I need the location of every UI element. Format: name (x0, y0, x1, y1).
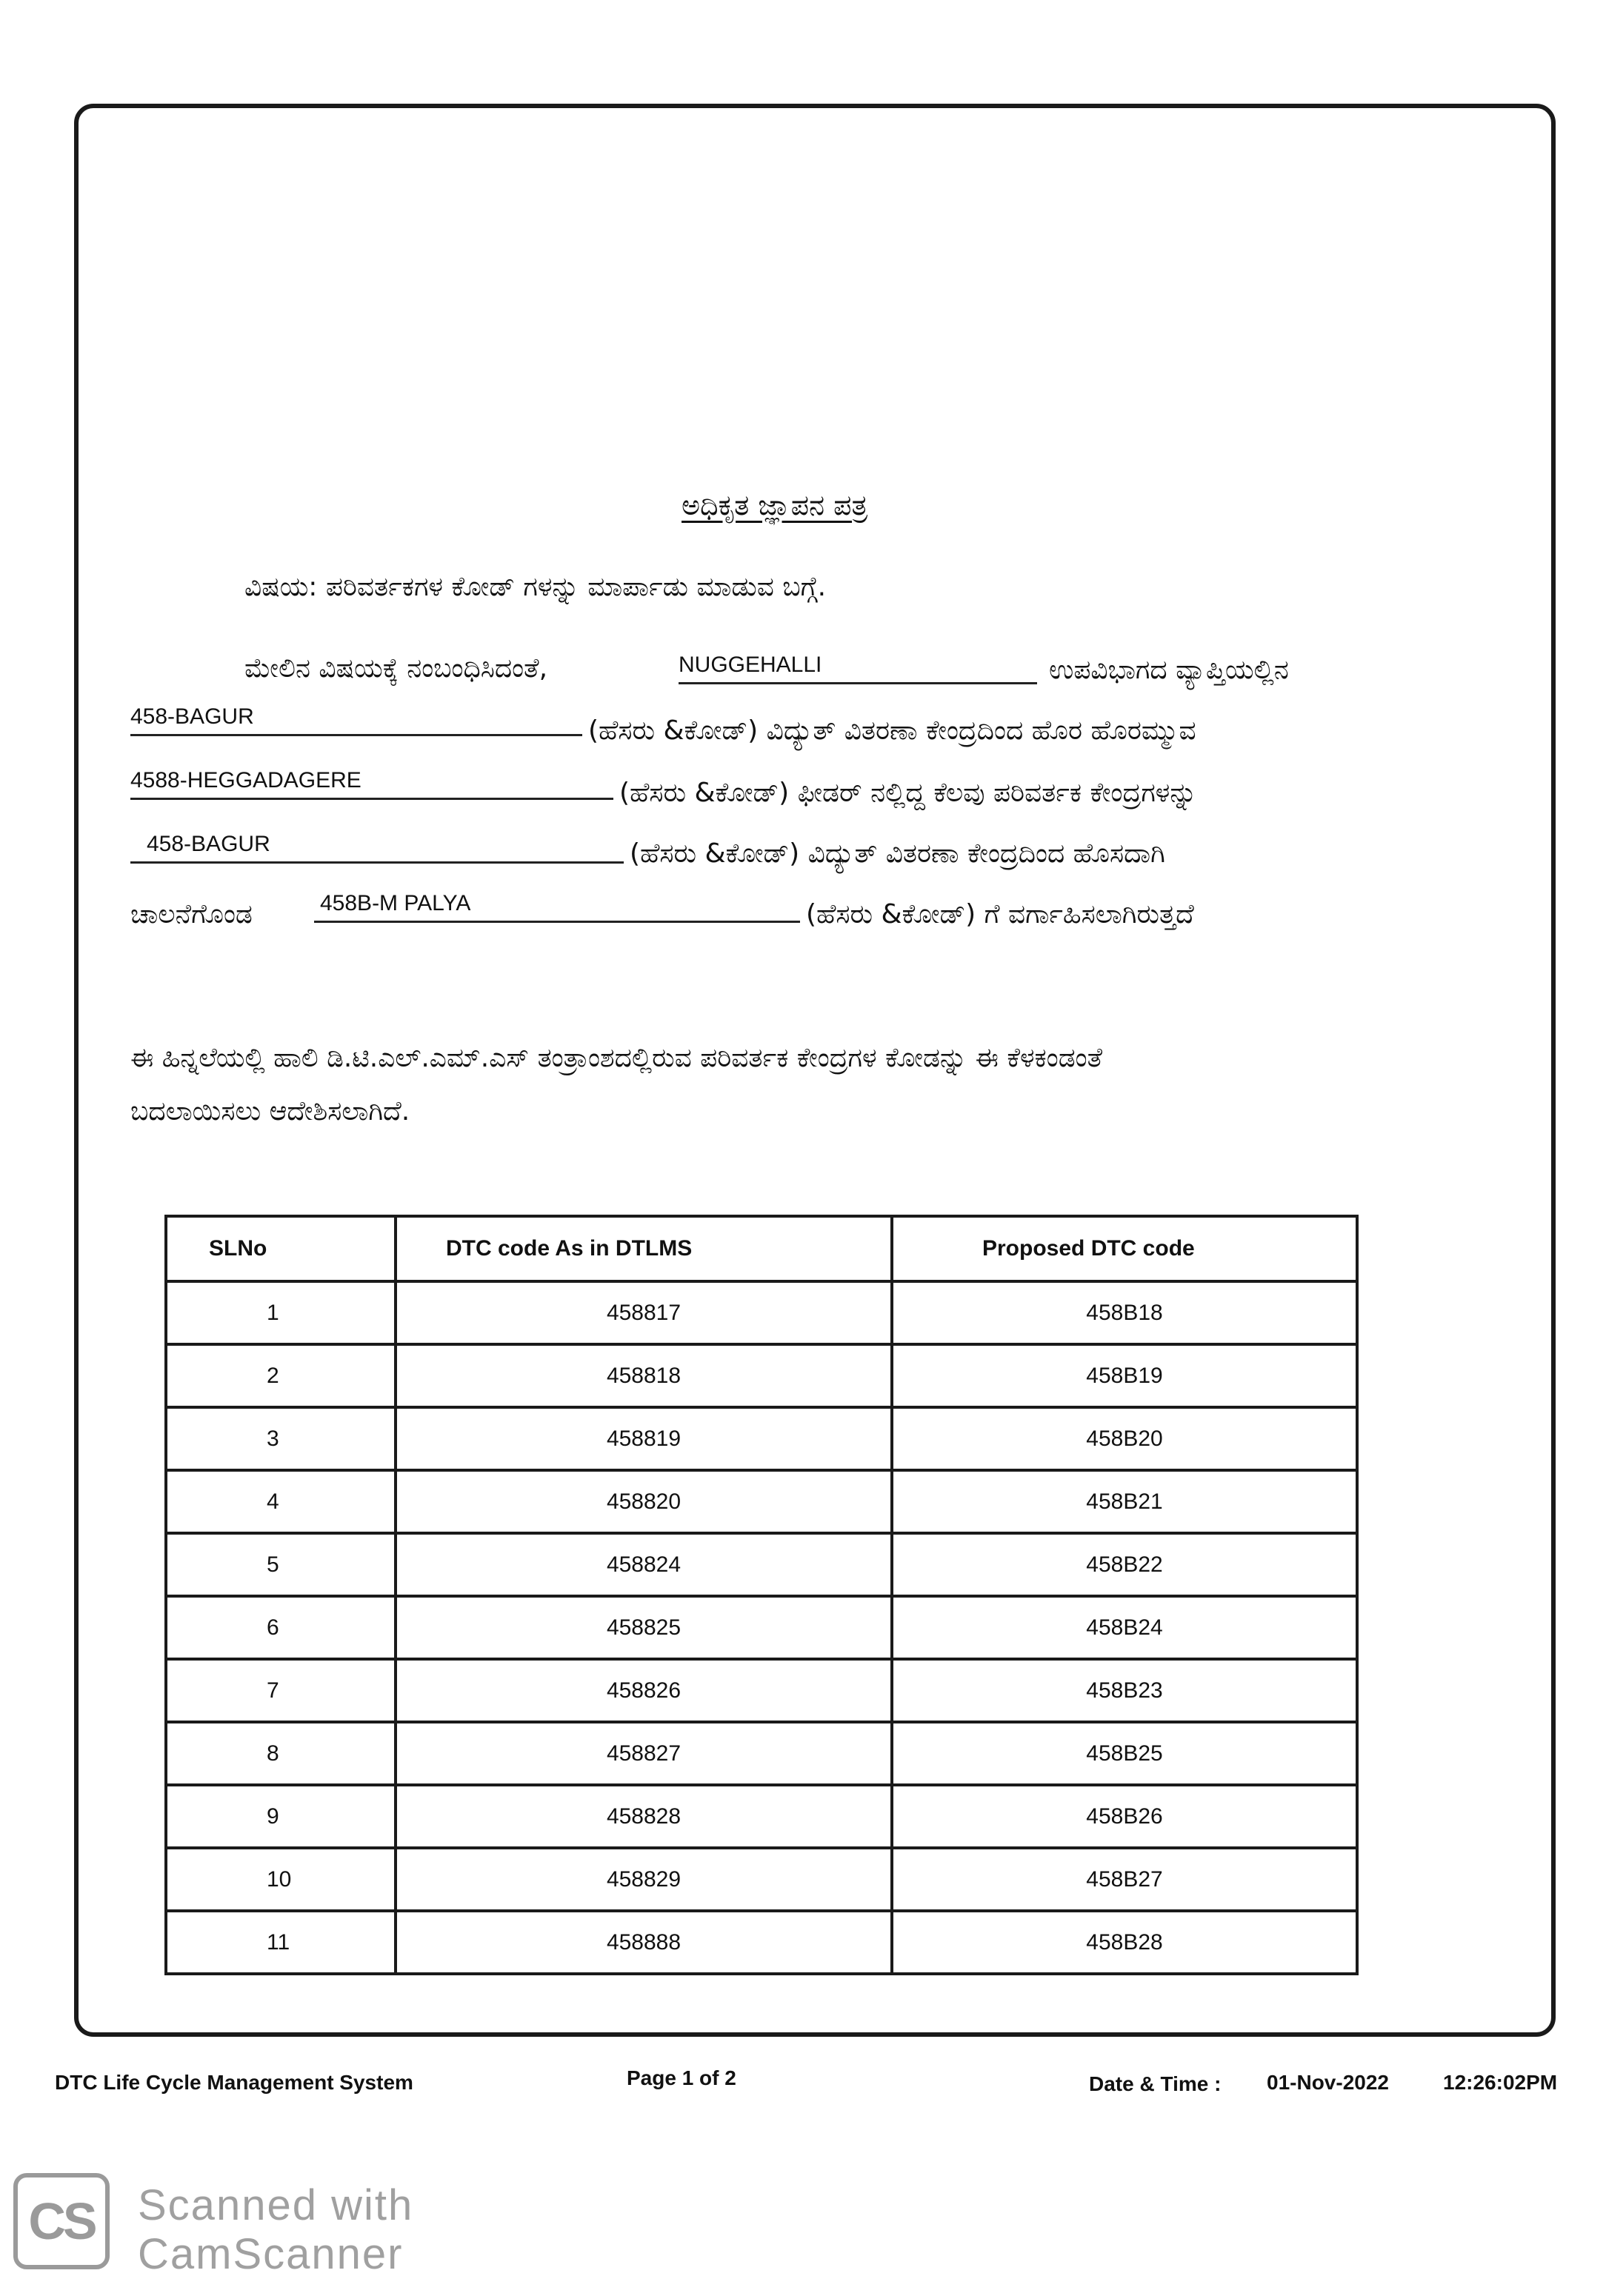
watermark-line-1: Scanned with (138, 2181, 414, 2229)
table-row (166, 1470, 1357, 1533)
table-row (166, 1722, 1357, 1785)
cell-dtc-code: 458827 (396, 1722, 892, 1785)
subdivision-value: NUGGEHALLI (679, 653, 822, 677)
station-old-value: 458-BAGUR (130, 704, 254, 729)
body-line1-suffix: ಉಪವಿಭಾಗದ ವ್ಯಾಪ್ತಿಯಲ್ಲಿನ (1049, 655, 1289, 685)
station-new-field (130, 831, 624, 864)
cell-proposed-code: 458B27 (892, 1848, 1357, 1911)
body-line5-suffix: (ಹೆಸರು &ಕೋಡ್) ಗೆ ವರ್ಗಾಹಿಸಲಾಗಿರುತ್ತದೆ (806, 899, 1194, 930)
cell-slno: 4 (166, 1470, 396, 1533)
feeder-field (130, 767, 613, 800)
body-line3-suffix: (ಹೆಸರು &ಕೋಡ್) ಫೀಡರ್ ನಲ್ಲಿದ್ದ ಕೆಲವು ಪರಿವರ್ತಕ ಕೇಂದ್ರಗಳನ್ನು (619, 778, 1197, 808)
cell-dtc-code: 458819 (396, 1407, 892, 1470)
table-row (166, 1407, 1357, 1470)
cell-proposed-code: 458B19 (892, 1344, 1357, 1407)
cell-dtc-code: 458824 (396, 1533, 892, 1596)
cell-dtc-code: 458826 (396, 1659, 892, 1722)
cell-slno: 1 (166, 1281, 396, 1344)
table-row (166, 1344, 1357, 1407)
cell-slno: 8 (166, 1722, 396, 1785)
table-row (166, 1911, 1357, 1974)
cell-proposed-code: 458B25 (892, 1722, 1357, 1785)
watermark-line-2: CamScanner (138, 2230, 404, 2278)
footer-date-label: Date & Time : (1089, 2072, 1222, 2095)
cell-proposed-code: 458B26 (892, 1785, 1357, 1848)
header-proposed-code: Proposed DTC code (892, 1216, 1357, 1281)
new-feeder-value: 458B-M PALYA (320, 891, 471, 915)
table-row (166, 1785, 1357, 1848)
dtc-code-table (164, 1215, 1359, 1975)
station-old-field (130, 704, 582, 736)
table-row (166, 1659, 1357, 1722)
cell-slno: 3 (166, 1407, 396, 1470)
document-title: ಅಧಿಕೃತ ಜ್ಞಾಪನ ಪತ್ರ (682, 489, 868, 521)
cell-slno: 5 (166, 1533, 396, 1596)
cell-proposed-code: 458B24 (892, 1596, 1357, 1659)
body-line4-suffix: (ಹೆಸರು &ಕೋಡ್) ವಿದ್ಯುತ್ ವಿತರಣಾ ಕೇಂದ್ರದಿಂದ ಹೊಸದಾಗಿ (630, 838, 1165, 869)
cell-proposed-code: 458B18 (892, 1281, 1357, 1344)
subdivision-field (679, 652, 1037, 684)
footer-date: 01-Nov-2022 (1267, 2071, 1389, 2094)
cell-slno: 9 (166, 1785, 396, 1848)
cell-slno: 11 (166, 1911, 396, 1974)
camscanner-logo-icon: CS (13, 2173, 110, 2269)
footer-page-number: Page 1 of 2 (627, 2066, 736, 2089)
cell-proposed-code: 458B28 (892, 1911, 1357, 1974)
footer-time: 12:26:02PM (1443, 2071, 1558, 2094)
header-slno: SLNo (166, 1216, 396, 1281)
cell-dtc-code: 458828 (396, 1785, 892, 1848)
footer-system-name: DTC Life Cycle Management System (55, 2071, 413, 2094)
header-dtc-code: DTC code As in DTLMS (396, 1216, 892, 1281)
cell-proposed-code: 458B22 (892, 1533, 1357, 1596)
cell-proposed-code: 458B20 (892, 1407, 1357, 1470)
cell-slno: 2 (166, 1344, 396, 1407)
order-line-2: ಬದಲಾಯಿಸಲು ಆದೇಶಿಸಲಾಗಿದೆ. (130, 1096, 410, 1127)
subject-line: ವಿಷಯ: ಪರಿವರ್ತಕಗಳ ಕೋಡ್ ಗಳನ್ನು ಮಾರ್ಪಾಡು ಮಾಡುವ ಬಗ್ಗೆ. (244, 572, 827, 602)
cell-dtc-code: 458820 (396, 1470, 892, 1533)
body-line5-prefix: ಚಾಲನೆಗೊಂಡ (130, 899, 253, 930)
body-line1-prefix: ಮೇಲಿನ ವಿಷಯಕ್ಕೆ ನಂಬಂಧಿಸಿದಂತೆ, (244, 653, 548, 684)
table-row (166, 1533, 1357, 1596)
cell-dtc-code: 458888 (396, 1911, 892, 1974)
cell-dtc-code: 458829 (396, 1848, 892, 1911)
station-new-value: 458-BAGUR (147, 832, 270, 856)
feeder-value: 4588-HEGGADAGERE (130, 768, 361, 792)
table-row (166, 1281, 1357, 1344)
order-line-1: ಈ ಹಿನ್ನಲೆಯಲ್ಲಿ ಹಾಲಿ ಡಿ.ಟಿ.ಎಲ್.ಎಮ್.ಎಸ್ ತಂತ್ರಾಂಶದಲ್ಲಿರುವ ಪರಿವರ್ತಕ ಕೇಂದ್ರಗಳ ಕೋಡನ್ನು ಈ ಕೆಳಕಂಡಂತೆ (130, 1043, 1103, 1073)
table-row (166, 1596, 1357, 1659)
cell-slno: 10 (166, 1848, 396, 1911)
cell-dtc-code: 458818 (396, 1344, 892, 1407)
cell-dtc-code: 458825 (396, 1596, 892, 1659)
cell-dtc-code: 458817 (396, 1281, 892, 1344)
table-header-row (166, 1216, 1357, 1281)
cell-proposed-code: 458B23 (892, 1659, 1357, 1722)
cell-slno: 7 (166, 1659, 396, 1722)
new-feeder-field (314, 890, 800, 923)
cell-slno: 6 (166, 1596, 396, 1659)
table-row (166, 1848, 1357, 1911)
cell-proposed-code: 458B21 (892, 1470, 1357, 1533)
body-line2-suffix: (ಹೆಸರು &ಕೋಡ್) ವಿದ್ಯುತ್ ವಿತರಣಾ ಕೇಂದ್ರದಿಂದ ಹೊರ ಹೊರಮ್ಮುವ (588, 715, 1196, 746)
